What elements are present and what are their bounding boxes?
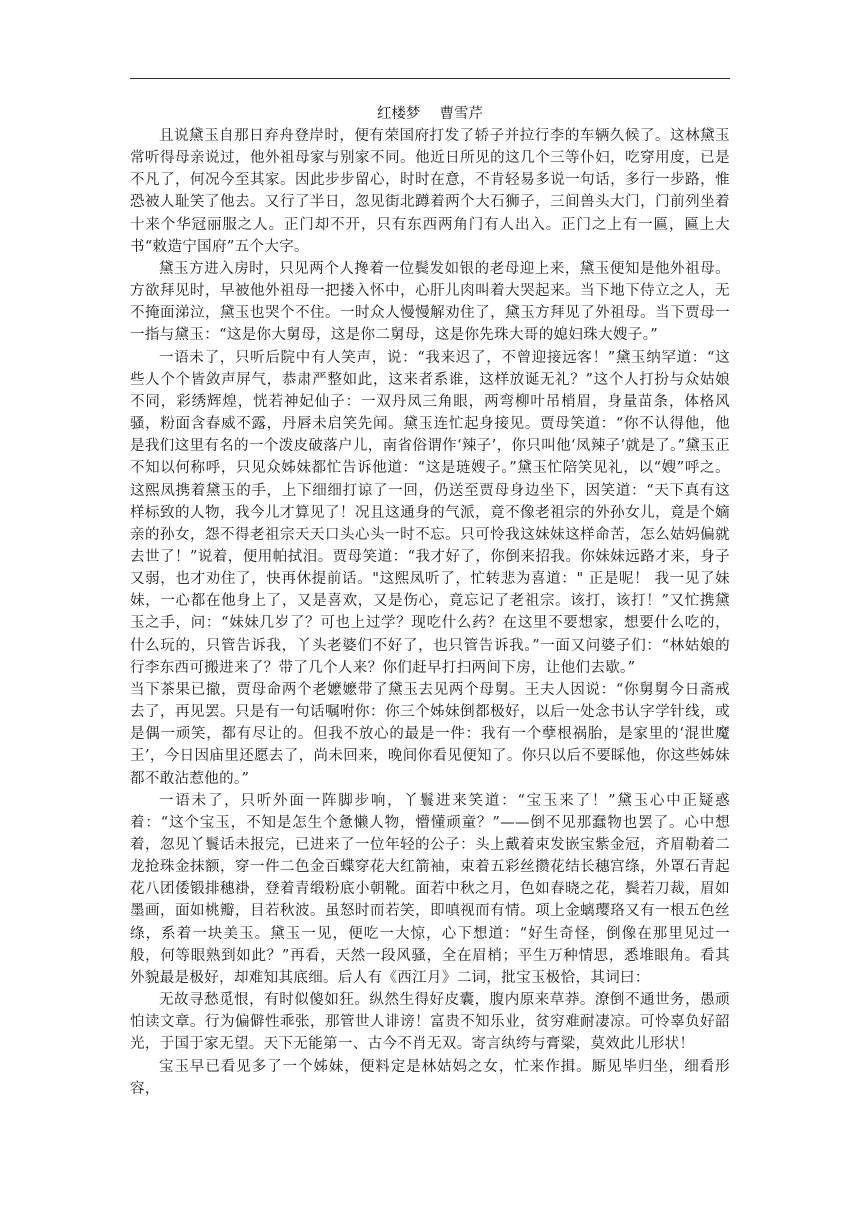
paragraph: 黛玉方进入房时，只见两个人搀着一位鬓发如银的老母迎上来，黛玉便知是他外祖母。方欲拜见时，早被他外祖母一把搂入怀中，心肝儿肉叫着大哭起来。当下地下侍立之人，无不掩面涕泣，黛玉也哭个不住。一时众人慢慢解劝住了，黛玉方拜见了外祖母。当下贾母一一指与黛玉：“这是你大舅母，这是你二舅母，这是你先珠大哥的媳妇珠大嫂子。” <box>130 260 730 344</box>
paragraph: 当下茶果已撤，贾母命两个老嬷嬷带了黛玉去见两个母舅。王夫人因说：“你舅舅今日斋戒去了，再见罢。只是有一句话嘱咐你：你三个姊妹倒都极好，以后一处念书认字学针线，或是偶一顽笑，都有尽让的。但我不放心的最是一件：我有一个孽根祸胎，是家里的‘混世魔王’，今日因庙里还愿去了，尚未回来，晚间你看见便知了。你只以后不要睬他，你这些姊妹都不敢沾惹他的。” <box>130 681 730 787</box>
paragraph: 一语未了，只听后院中有人笑声，说：“我来迟了，不曾迎接远客！”黛玉纳罕道：“这些人个个皆敛声屏气，恭肃严整如此，这来者系谁，这样放诞无礼？”这个人打扮与众姑娘不同，彩绣辉煌，恍若神妃仙子：一双丹凤三角眼，两弯柳叶吊梢眉，身量苗条，体格风骚，粉面含春威不露，丹唇未启笑先闻。黛玉连忙起身接见。贾母笑道：“你不认得他，他是我们这里有名的一个泼皮破落户儿，南省俗谓作‘辣子’，你只叫他‘凤辣子’就是了。”黛玉正不知以何称呼，只见众姊妹都忙告诉他道：“这是琏嫂子。”黛玉忙陪笑见礼，以“嫂”呼之。这熙凤携着黛玉的手，上下细细打谅了一回，仍送至贾母身边坐下，因笑道：“天下真有这样标致的人物，我今儿才算见了！况且这通身的气派，竟不像老祖宗的外孙女儿，竟是个嫡亲的孙女，怨不得老祖宗天天口头心头一时不忘。只可怜我这妹妹这样命苦，怎么姑妈偏就去世了！”说着，便用帕拭泪。贾母笑道：“我才好了，你倒来招我。你妹妹远路才来，身子又弱，也才劝住了，快再休提前话。"这熙凤听了，忙转悲为喜道：" 正是呢！ 我一见了妹妹，一心都在他身上了，又是喜欢，又是伤心，竟忘记了老祖宗。该打，该打！”又忙携黛玉之手，问：“妹妹几岁了？可也上过学？现吃什么药？在这里不要想家，想要什么吃的，什么玩的，只管告诉我，丫头老婆们不好了，也只管告诉我。”一面又问婆子们：“林姑娘的行李东西可搬进来了？带了几个人来？你们赶早打扫两间下房，让他们去歇。” <box>130 349 730 676</box>
header-rule <box>130 78 730 79</box>
document-title: 红楼梦 曹雪芹 <box>376 106 484 122</box>
paragraph: 且说黛玉自那日弃舟登岸时，便有荣国府打发了轿子并拉行李的车辆久候了。这林黛玉常听得母亲说过，他外祖母家与别家不同。他近日所见的这几个三等仆妇，吃穿用度，已是不凡了，何况今至其家。因此步步留心，时时在意，不肯轻易多说一句话，多行一步路，惟恐被人耻笑了他去。又行了半日，忽见街北蹲着两个大石狮子，三间兽头大门，门前列坐着十来个华冠丽服之人。正门却不开，只有东西两角门有人出入。正门之上有一匾，匾上大书“敕造宁国府”五个大字。 <box>130 128 730 255</box>
poem-paragraph: 无故寻愁觅恨，有时似傻如狂。纵然生得好皮囊，腹内原来草莽。潦倒不通世务，愚顽怕读文章。行为偏僻性乖张，那管世人诽谤！富贵不知乐业，贫穷难耐凄凉。可怜辜负好韶光，于国于家无望。天下无能第一、古今不肖无双。寄言纨绔与膏粱，莫效此儿形状！ <box>130 992 730 1053</box>
paragraph: 一语未了，只听外面一阵脚步响，丫鬟进来笑道：“宝玉来了！”黛玉心中正疑惑着：“这个宝玉，不知是怎生个惫懒人物，懵懂顽童？”——倒不见那蠢物也罢了。心中想着，忽见丫鬟话未报完，已进来了一位年轻的公子：头上戴着束发嵌宝紫金冠，齐眉勒着二龙抢珠金抹额，穿一件二色金百蝶穿花大红箭袖，束着五彩丝攒花结长穗宫绦，外罩石青起花八团倭锻排穗褂，登着青缎粉底小朝靴。面若中秋之月，色如春晓之花，鬓若刀裁，眉如墨画，面如桃瓣，目若秋波。虽怒时而若笑，即嗔视而有情。项上金螭璎珞又有一根五色丝绦，系着一块美玉。黛玉一见，便吃一大惊，心下想道：“好生奇怪，倒像在那里见过一般，何等眼熟到如此？”再看，天然一段风骚，全在眉梢；平生万种情思，悉堆眼角。看其外貌最是极好，却难知其底细。后人有《西江月》二词，批宝玉极恰，其词曰： <box>130 792 730 986</box>
paragraph: 宝玉早已看见多了一个姊妹，便料定是林姑妈之女，忙来作揖。厮见毕归坐，细看形容， <box>130 1058 730 1097</box>
document-body <box>130 103 730 1100</box>
